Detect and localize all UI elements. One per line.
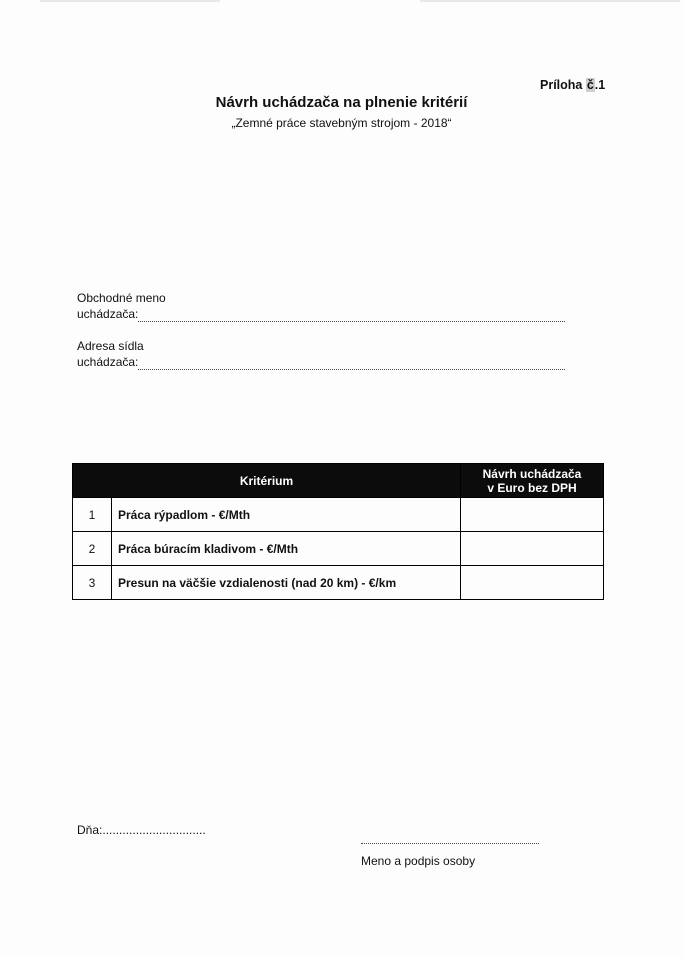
scan-artifact — [40, 0, 220, 2]
address-input-line[interactable] — [138, 357, 565, 370]
criterion-text: Práca rýpadlom - €/Mth — [112, 498, 461, 532]
signature-line[interactable] — [361, 843, 539, 844]
proposal-value-cell[interactable] — [461, 498, 604, 532]
scan-artifact — [420, 0, 680, 2]
table-header-row — [73, 464, 604, 498]
signature-label: Meno a podpis osoby — [361, 854, 476, 868]
date-label: Dňa: — [77, 823, 103, 837]
date-field — [77, 823, 206, 837]
row-number: 1 — [73, 498, 112, 532]
annex-suffix: .1 — [594, 78, 606, 92]
proposal-value-cell[interactable] — [461, 532, 604, 566]
criterion-text: Presun na väčšie vzdialenosti (nad 20 km) - €/km — [112, 566, 461, 600]
table-row — [73, 498, 604, 532]
company-name-label-line1: Obchodné meno — [77, 291, 166, 305]
criterion-header: Kritérium — [73, 464, 461, 498]
address-label-line1: Adresa sídla — [77, 339, 144, 353]
table-row — [73, 566, 604, 600]
company-name-input-line[interactable] — [138, 309, 565, 322]
value-header — [461, 464, 604, 498]
criterion-text: Práca búracím kladivom - €/Mth — [112, 532, 461, 566]
value-header-line2: v Euro bez DPH — [487, 480, 577, 495]
annex-highlight: č — [586, 78, 594, 92]
company-name-label-line2: uchádzača: — [77, 307, 139, 321]
date-input-line[interactable]: ............................... — [102, 823, 206, 837]
row-number: 2 — [73, 532, 112, 566]
address-label-line2: uchádzača: — [77, 355, 139, 369]
annex-prefix: Príloha — [540, 78, 586, 92]
document-subtitle: „Zemné práce stavebným strojom - 2018“ — [231, 116, 452, 130]
proposal-value-cell[interactable] — [461, 566, 604, 600]
criteria-table — [72, 463, 604, 600]
table-row — [73, 532, 604, 566]
address-field — [77, 338, 565, 370]
document-title: Návrh uchádzača na plnenie kritérií — [215, 94, 468, 111]
row-number: 3 — [73, 566, 112, 600]
company-name-field — [77, 290, 565, 322]
value-header-line1: Návrh uchádzača — [482, 466, 582, 481]
annex-label — [540, 78, 605, 92]
